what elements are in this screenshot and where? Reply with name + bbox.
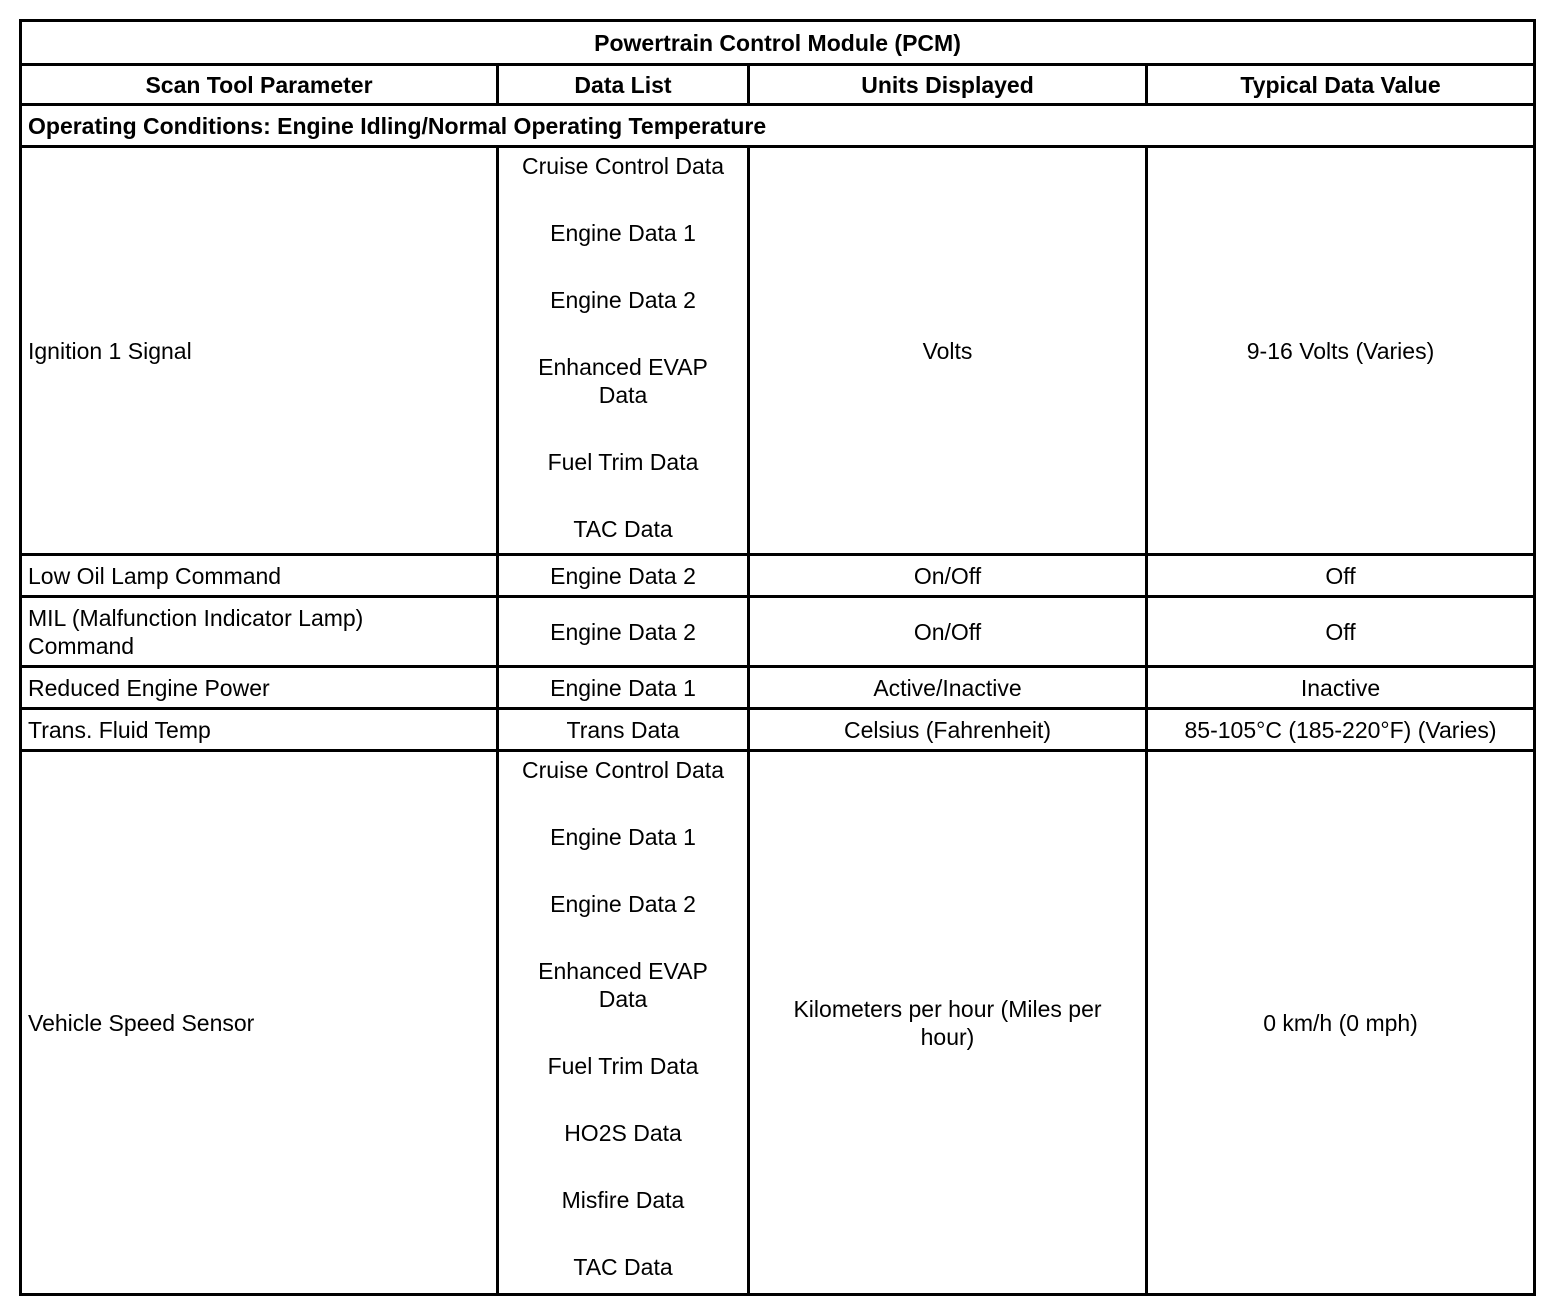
parameter-cell: Low Oil Lamp Command — [21, 555, 498, 597]
data-list-item: Engine Data 1 — [550, 220, 696, 246]
header-scan-tool-parameter: Scan Tool Parameter — [21, 65, 498, 105]
typical-value-cell: 9-16 Volts (Varies) — [1147, 147, 1535, 555]
parameter-cell: Ignition 1 Signal — [21, 147, 498, 555]
table-row — [21, 667, 1535, 709]
data-list-cell: Trans Data — [498, 709, 749, 751]
data-list-item: Engine Data 1 — [550, 824, 696, 850]
typical-value-cell: Off — [1147, 597, 1535, 667]
header-units-displayed: Units Displayed — [749, 65, 1147, 105]
typical-value-cell: 0 km/h (0 mph) — [1147, 751, 1535, 1295]
data-list-cell: Engine Data 2 — [498, 597, 749, 667]
table-row — [21, 147, 1535, 555]
table-title-row — [21, 21, 1535, 65]
typical-value-cell: Inactive — [1147, 667, 1535, 709]
units-cell: Kilometers per hour (Miles per hour) — [749, 751, 1147, 1295]
data-list-cell — [498, 751, 749, 1295]
data-list-item: Fuel Trim Data — [547, 449, 699, 475]
units-cell: On/Off — [749, 597, 1147, 667]
data-list-item: Fuel Trim Data — [547, 1053, 699, 1079]
data-list-item: TAC Data — [573, 1254, 673, 1280]
units-cell: On/Off — [749, 555, 1147, 597]
table-row — [21, 709, 1535, 751]
parameter-cell: MIL (Malfunction Indicator Lamp) Command — [21, 597, 498, 667]
data-list-item: Cruise Control Data — [522, 153, 724, 179]
table-row — [21, 555, 1535, 597]
operating-conditions-row — [21, 105, 1535, 147]
data-list-cell — [498, 147, 749, 555]
data-list-item: Engine Data 2 — [550, 287, 696, 313]
parameter-cell: Vehicle Speed Sensor — [21, 751, 498, 1295]
operating-conditions: Operating Conditions: Engine Idling/Normal Operating Temperature — [21, 105, 1535, 147]
parameter-cell: Reduced Engine Power — [21, 667, 498, 709]
table-row — [21, 597, 1535, 667]
table-title: Powertrain Control Module (PCM) — [21, 21, 1535, 65]
table-row — [21, 751, 1535, 1295]
data-list-item: Enhanced EVAP Data — [538, 354, 708, 408]
data-list-cell: Engine Data 2 — [498, 555, 749, 597]
data-list-item: HO2S Data — [564, 1120, 682, 1146]
units-cell: Celsius (Fahrenheit) — [749, 709, 1147, 751]
data-list-item: Enhanced EVAP Data — [538, 958, 708, 1012]
data-list-cell: Engine Data 1 — [498, 667, 749, 709]
header-row — [21, 65, 1535, 105]
data-list-item: Engine Data 2 — [550, 891, 696, 917]
parameter-cell: Trans. Fluid Temp — [21, 709, 498, 751]
header-typical-data-value: Typical Data Value — [1147, 65, 1535, 105]
units-cell: Active/Inactive — [749, 667, 1147, 709]
header-data-list: Data List — [498, 65, 749, 105]
pcm-data-table — [19, 19, 1536, 1296]
units-cell: Volts — [749, 147, 1147, 555]
data-list-item: TAC Data — [573, 516, 673, 542]
data-list-item: Cruise Control Data — [522, 757, 724, 783]
data-list-item: Misfire Data — [561, 1187, 685, 1213]
typical-value-cell: 85-105°C (185-220°F) (Varies) — [1147, 709, 1535, 751]
typical-value-cell: Off — [1147, 555, 1535, 597]
